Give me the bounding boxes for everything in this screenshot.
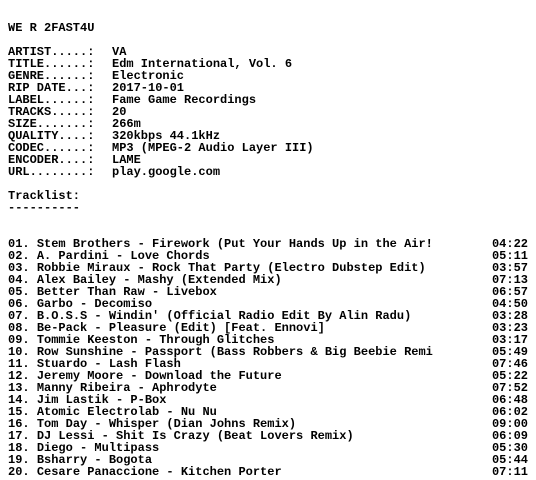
- track-row: [8, 334, 528, 346]
- meta-value: Edm International, Vol. 6: [112, 57, 293, 71]
- track-title: Diego - Multipass: [36, 442, 160, 454]
- track-row: [8, 466, 528, 478]
- track-row: [8, 418, 528, 430]
- spacer: [8, 178, 528, 190]
- track-duration: 03:57: [491, 261, 528, 275]
- track-duration: 05:11: [491, 249, 528, 263]
- track-duration: 07:46: [491, 357, 528, 371]
- track-title: Tommie Keeston - Through Glitches: [36, 334, 275, 346]
- track-title: Row Sunshine - Passport (Bass Robbers & Big Beebie Remi: [36, 346, 433, 358]
- release-group-header: WE R 2FAST4U: [8, 22, 95, 34]
- spacer: [8, 214, 528, 226]
- track-duration: 03:28: [491, 309, 528, 323]
- track-title: Garbo - Decomiso: [36, 298, 153, 310]
- track-row: [8, 310, 528, 322]
- track-row: [8, 406, 528, 418]
- meta-key: SIZE.......:: [8, 117, 95, 131]
- tracklist: [8, 238, 528, 478]
- meta-key: CODEC......:: [8, 141, 95, 155]
- track-title: Alex Bailey - Mashy (Extended Mix): [36, 274, 282, 286]
- track-row: [8, 442, 528, 454]
- track-row: [8, 358, 528, 370]
- track-duration: 06:02: [491, 405, 528, 419]
- track-title: Jeremy Moore - Download the Future: [36, 370, 282, 382]
- track-number: 15.: [8, 405, 30, 419]
- meta-value: 266m: [112, 117, 141, 131]
- track-title: DJ Lessi - Shit Is Crazy (Beat Lovers Remix): [36, 430, 354, 442]
- track-duration: 04:22: [491, 237, 528, 251]
- meta-key: TRACKS.....:: [8, 105, 95, 119]
- track-number: 13.: [8, 381, 30, 395]
- track-number: 17.: [8, 429, 30, 443]
- track-title: Bsharry - Bogota: [36, 454, 153, 466]
- meta-value: 320kbps 44.1kHz: [112, 129, 221, 143]
- track-row: [8, 382, 528, 394]
- meta-value: VA: [112, 45, 127, 59]
- meta-value: LAME: [112, 153, 141, 167]
- meta-key: ENCODER....:: [8, 153, 95, 167]
- track-number: 12.: [8, 369, 30, 383]
- track-number: 18.: [8, 441, 30, 455]
- meta-key: RIP DATE...:: [8, 81, 95, 95]
- track-row: [8, 430, 528, 442]
- meta-key: TITLE......:: [8, 57, 95, 71]
- track-duration: 06:57: [491, 285, 528, 299]
- track-duration: 07:52: [491, 381, 528, 395]
- track-number: 14.: [8, 393, 30, 407]
- track-title: A. Pardini - Love Chords: [36, 250, 210, 262]
- track-row: [8, 394, 528, 406]
- meta-value: 2017-10-01: [112, 81, 185, 95]
- meta-value: Fame Game Recordings: [112, 93, 257, 107]
- track-number: 03.: [8, 261, 30, 275]
- track-title: Jim Lastik - P-Box: [36, 394, 167, 406]
- release-info-block: [8, 46, 528, 178]
- track-number: 07.: [8, 309, 30, 323]
- track-row: [8, 454, 528, 466]
- nfo-document: [8, 22, 528, 478]
- spacer: [8, 226, 528, 238]
- track-row: [8, 238, 528, 250]
- track-number: 05.: [8, 285, 30, 299]
- track-duration: 05:22: [491, 369, 528, 383]
- tracklist-rule: ----------: [8, 202, 81, 214]
- track-number: 01.: [8, 237, 30, 251]
- track-number: 09.: [8, 333, 30, 347]
- track-duration: 06:48: [491, 393, 528, 407]
- track-number: 10.: [8, 345, 30, 359]
- track-row: [8, 346, 528, 358]
- track-duration: 07:11: [491, 465, 528, 479]
- track-duration: 03:23: [491, 321, 528, 335]
- track-title: Cesare Panaccione - Kitchen Porter: [36, 466, 282, 478]
- track-duration: 06:09: [491, 429, 528, 443]
- track-row: [8, 298, 528, 310]
- track-duration: 05:44: [491, 453, 528, 467]
- track-row: [8, 262, 528, 274]
- track-number: 20.: [8, 465, 30, 479]
- track-duration: 05:30: [491, 441, 528, 455]
- meta-key: URL........:: [8, 165, 95, 179]
- track-title: Stuardo - Lash Flash: [36, 358, 181, 370]
- tracklist-heading: Tracklist:: [8, 190, 81, 202]
- track-title: Stem Brothers - Firework (Put Your Hands Up in the Air!: [36, 238, 433, 250]
- track-number: 02.: [8, 249, 30, 263]
- track-title: Atomic Electrolab - Nu Nu: [36, 406, 217, 418]
- track-number: 19.: [8, 453, 30, 467]
- track-duration: 09:00: [491, 417, 528, 431]
- track-title: Manny Ribeira - Aphrodyte: [36, 382, 217, 394]
- track-duration: 07:13: [491, 273, 528, 287]
- meta-url: [8, 166, 528, 178]
- track-row: [8, 274, 528, 286]
- track-title: Be-Pack - Pleasure (Edit) [Feat. Ennovi]: [36, 322, 325, 334]
- track-title: Robbie Miraux - Rock That Party (Electro Dubstep Edit): [36, 262, 426, 274]
- meta-value: play.google.com: [112, 165, 221, 179]
- track-row: [8, 286, 528, 298]
- track-number: 16.: [8, 417, 30, 431]
- meta-value: 20: [112, 105, 127, 119]
- track-number: 06.: [8, 297, 30, 311]
- meta-key: LABEL......:: [8, 93, 95, 107]
- track-number: 08.: [8, 321, 30, 335]
- meta-key: ARTIST.....:: [8, 45, 95, 59]
- track-duration: 05:49: [491, 345, 528, 359]
- track-row: [8, 370, 528, 382]
- meta-value: MP3 (MPEG-2 Audio Layer III): [112, 141, 314, 155]
- track-row: [8, 322, 528, 334]
- track-row: [8, 250, 528, 262]
- track-title: Better Than Raw - Livebox: [36, 286, 217, 298]
- track-title: Tom Day - Whisper (Dian Johns Remix): [36, 418, 297, 430]
- meta-key: QUALITY....:: [8, 129, 95, 143]
- track-number: 11.: [8, 357, 30, 371]
- track-duration: 03:17: [491, 333, 528, 347]
- meta-key: GENRE......:: [8, 69, 95, 83]
- track-title: B.O.S.S - Windin' (Official Radio Edit By Alin Radu): [36, 310, 412, 322]
- track-number: 04.: [8, 273, 30, 287]
- track-duration: 04:50: [491, 297, 528, 311]
- meta-value: Electronic: [112, 69, 185, 83]
